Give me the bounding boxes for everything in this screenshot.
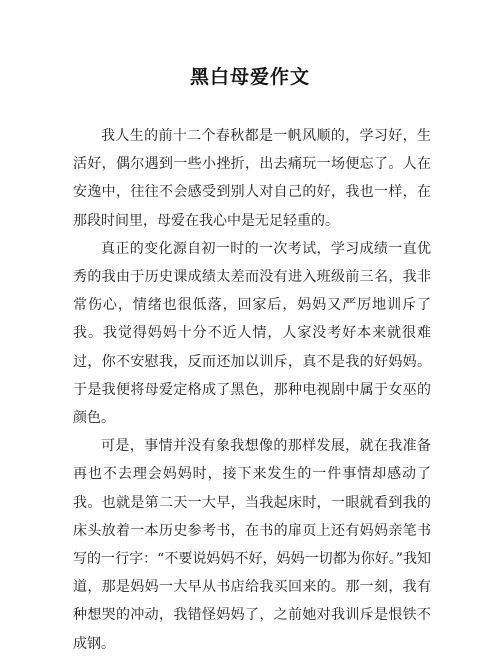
paragraph: 我人生的前十二个春秋都是一帆风顺的，学习好，生活好，偶尔遇到一些小挫折，出去痛玩一场便忘了。人在安逸中，往往不会感受到别人对自己的好，我也一样，在那段时间里，母爱在我心中是无足轻重的。 xyxy=(73,128,431,229)
paragraph: 真正的变化源自初一时的一次考试，学习成绩一直优秀的我由于历史课成绩太差而没有进入班级前三名，我非常伤心，情绪也很低落，回家后，妈妈又严厉地训斥了我。我觉得妈妈十分不近人情，人家没考好本来就很难过，你不安慰我，反而还加以训斥，真不是我的好妈妈。于是我便将母爱定格成了黑色，那种电视剧中属于女巫的颜色。 xyxy=(73,240,431,427)
paragraph: 可是，事情并没有象我想像的那样发展，就在我准备再也不去理会妈妈时，接下来发生的一件事情却感动了我。也就是第二天一大早，当我起床时，一眼就看到我的床头放着一本历史参考书，在书的扉页上还有妈妈亲笔书写的一行字：“不要说妈妈不好，妈妈一切都为你好。”我知道，那是妈妈一大早从书店给我买回来的。那一刻，我有种想哭的冲动，我错怪妈妈了，之前她对我训斥是恨铁不成钢。 xyxy=(73,438,431,652)
document-title: 黑白母爱作文 xyxy=(189,66,310,88)
document-body xyxy=(73,122,431,658)
